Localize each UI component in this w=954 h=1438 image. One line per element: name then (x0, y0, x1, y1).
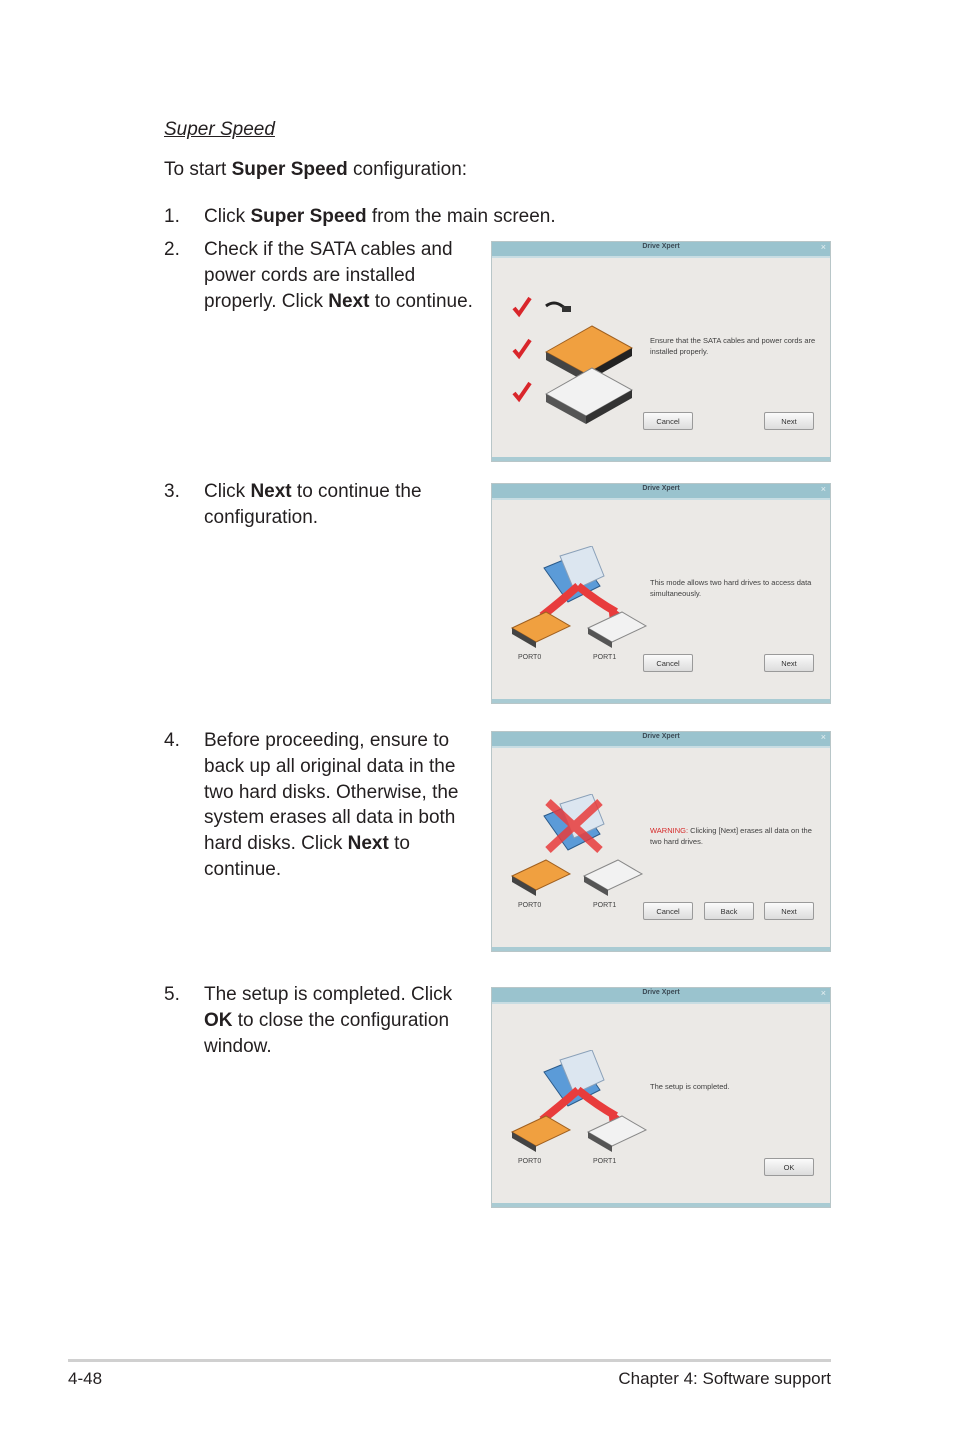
title-bar (492, 988, 830, 1004)
footer-divider (68, 1359, 831, 1362)
dialog-title: Drive Xpert (642, 243, 680, 250)
step-text-post: to continue. (369, 290, 473, 312)
step-number: 4. (164, 730, 180, 751)
step-text-pre: Click (204, 481, 251, 502)
step-text-bold: OK (204, 1009, 233, 1031)
dialog-message: Ensure that the SATA cables and power cords are installed properly. (650, 336, 816, 356)
step-text-pre: Check if the SATA cables and power cords are installed properly. Click (204, 239, 453, 312)
intro-pre: To start (164, 159, 232, 180)
step-text-post: from the main screen. (366, 206, 556, 227)
dialog-title: Drive Xpert (642, 989, 680, 996)
dual-drive-illustration (508, 546, 648, 656)
step-number: 3. (164, 481, 180, 502)
warning-label: WARNING: (650, 826, 689, 835)
title-bar (492, 242, 830, 258)
step-text-post: to continue. (204, 833, 410, 880)
next-button[interactable]: Next (764, 654, 814, 672)
step-text-bold: Next (328, 290, 370, 312)
check-icon (514, 298, 530, 314)
sata-cable-icon (546, 303, 571, 312)
close-icon[interactable]: × (820, 242, 826, 252)
dialog-message (650, 825, 822, 847)
step-text (204, 982, 472, 1059)
warning-text: Clicking [Next] erases all data on the two hard drives. (650, 826, 812, 846)
dialog-bottom-edge (492, 947, 830, 951)
section-heading: Super Speed (164, 119, 275, 140)
dialog-bottom-edge (492, 699, 830, 703)
back-button[interactable]: Back (704, 902, 754, 920)
dialog-title: Drive Xpert (642, 485, 680, 492)
drive-xpert-dialog-cables (491, 241, 831, 462)
drive-xpert-dialog-complete (491, 987, 831, 1208)
step-text-post: to close the configuration window. (204, 1009, 450, 1057)
next-button[interactable]: Next (764, 902, 814, 920)
step-text-bold: Next (250, 481, 292, 502)
port0-label: PORT0 (518, 902, 542, 909)
hard-disk-white-icon (584, 860, 642, 896)
port1-label: PORT1 (593, 654, 617, 661)
step-text (204, 237, 474, 314)
step-number: 1. (164, 206, 180, 227)
page-number: 4-48 (68, 1369, 103, 1388)
step-text (204, 479, 474, 531)
step-text-pre: Before proceeding, ensure to back up all original data in the two hard disks. Otherwise, the system erases all data in both hard disks. Click (204, 730, 459, 855)
dialog-message: This mode allows two hard drives to access data simultaneously. (650, 578, 812, 598)
step-text (204, 204, 624, 230)
close-icon[interactable]: × (820, 988, 826, 998)
drive-xpert-dialog-warning (491, 731, 831, 952)
hard-disk-white-icon (546, 368, 632, 424)
hard-disk-orange-icon (512, 612, 570, 648)
step-text-pre: Click (204, 206, 251, 227)
dialog-bottom-edge (492, 1203, 830, 1207)
intro-text (164, 159, 467, 181)
step-number: 5. (164, 984, 180, 1005)
port1-label: PORT1 (593, 902, 617, 909)
chapter-title: Chapter 4: Software support (618, 1369, 831, 1388)
title-bar (492, 484, 830, 500)
close-icon[interactable]: × (820, 732, 826, 742)
step-text-bold: Super Speed (250, 206, 367, 227)
cancel-button[interactable]: Cancel (643, 654, 693, 672)
step-text (204, 728, 466, 883)
hard-disk-orange-icon (512, 860, 570, 896)
cancel-button[interactable]: Cancel (643, 412, 693, 430)
step-text-post: to continue the configuration. (204, 481, 422, 528)
dialog-title: Drive Xpert (642, 733, 680, 740)
title-bar (492, 732, 830, 748)
check-icon (514, 383, 530, 399)
dual-drive-illustration (508, 1050, 648, 1160)
ok-button[interactable]: OK (764, 1158, 814, 1176)
step-number: 2. (164, 239, 180, 260)
close-icon[interactable]: × (820, 484, 826, 494)
port1-label: PORT1 (593, 1158, 617, 1165)
erase-warning-illustration (508, 794, 648, 904)
cancel-button[interactable]: Cancel (643, 902, 693, 920)
intro-post: configuration: (347, 159, 468, 180)
step-text-pre: The setup is completed. Click (204, 984, 453, 1005)
step-text-bold: Next (347, 833, 389, 855)
hard-disk-white-icon (588, 1116, 646, 1152)
port0-label: PORT0 (518, 654, 542, 661)
dialog-message: The setup is completed. (650, 1082, 730, 1091)
check-icon (514, 340, 530, 356)
sata-illustration (508, 290, 638, 430)
dialog-bottom-edge (492, 457, 830, 461)
port0-label: PORT0 (518, 1158, 542, 1165)
next-button[interactable]: Next (764, 412, 814, 430)
hard-disk-white-icon (588, 612, 646, 648)
drive-xpert-dialog-mode (491, 483, 831, 704)
hard-disk-orange-icon (512, 1116, 570, 1152)
intro-bold: Super Speed (231, 159, 348, 180)
